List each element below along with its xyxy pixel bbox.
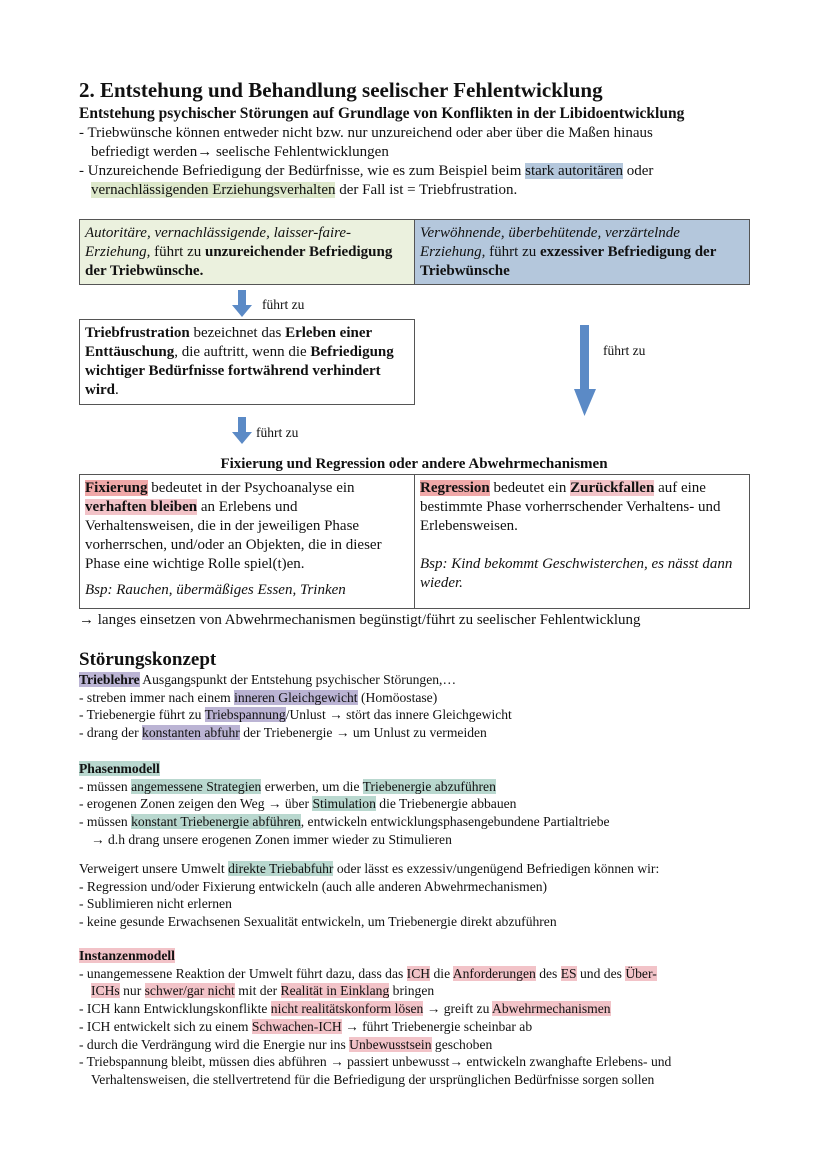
intro-line: - Unzureichende Befriedigung der Bedürfnisse, wie es zum Beispiel beim stark autoritären oder <box>79 163 654 179</box>
fixierung-regression-title: Fixierung und Regression oder andere Abwehrmechanismen <box>220 456 608 472</box>
conclusion: → langes einsetzen von Abwehrmechanismen begünstigt/führt zu seelischer Fehlentwicklung <box>79 612 641 628</box>
arrow-down-icon <box>232 417 252 445</box>
box-left-erziehung: Autoritäre, vernachlässigende, laisser-faire-Erziehung, führt zu unzureichender Befriedigung der Triebwünsche. <box>79 219 415 285</box>
trieblehre-section: Trieblehre Ausgangspunkt der Entstehung psychischer Störungen,… - streben immer nach einem inneren Gleichgewicht (Homöostase) - Triebenergie führt zu Triebspannung/Unlust → stört das innere Gleichgewicht - drang der konstanten abfuhr der Triebenergie → um Unlust zu vermeiden <box>79 672 512 741</box>
intro-line: vernachlässigenden Erziehungsverhalten der Fall ist = Triebfrustration. <box>91 182 518 198</box>
instanzenmodell-section: Instanzenmodell - unangemessene Reaktion der Umwelt führt dazu, dass das ICH die Anforderungen des ES und des Über- ICHs nur schwer/gar nicht mit der Realität in Einklang bringen - ICH kann Entwicklungskonflikte nicht realitätskonform lösen → greift zu Abwehrmechanismen - ICH entwickelt sich zu einem Schwachen-ICH → führt Triebenergie scheinbar ab - durch die Verdrängung wird die Energie nur ins Unbewusstsein geschoben - Triebspannung bleibt, müssen dies abführen → passiert unbewusst→ entwickeln zwanghafte Erlebens- und Verhaltensweisen, die stellvertretend für die Befriedigung der ursprünglichen Bedürfnisse sorgen sollen <box>79 948 672 1087</box>
phasenmodell-section: Phasenmodell - müssen angemessene Strategien erwerben, um die Triebenergie abzuführen - erogenen Zonen zeigen den Weg → über Stimulation die Triebenergie abbauen - müssen konstant Triebenergie abführen, entwickeln entwicklungsphasengebundene Partialtriebe → d.h drang unsere erogenen Zonen immer wieder zu Stimulieren <box>79 761 610 847</box>
stoerungskonzept-title: Störungskonzept <box>79 649 217 670</box>
intro-line: befriedigt werden→ seelische Fehlentwicklungen <box>91 144 389 160</box>
intro-line: - Triebwünsche können entweder nicht bzw. nur unzureichend oder aber über die Maßen hinaus <box>79 125 653 141</box>
arrow-down-icon <box>232 290 252 318</box>
page-title: 2. Entstehung und Behandlung seelischer Fehlentwicklung <box>79 78 603 102</box>
arrow-down-icon <box>574 325 596 417</box>
regression-example: Bsp: Kind bekommt Geschwisterchen, es nässt dann wieder. <box>420 556 733 591</box>
regression-box: Regression bedeutet ein Zurückfallen auf eine bestimmte Phase vorherrschender Verhaltens- und Erlebensweisen. Bsp: Kind bekommt Geschwisterchen, es nässt dann wieder. <box>414 474 750 609</box>
intro-text <box>79 124 653 200</box>
arrow-label: führt zu <box>603 343 646 358</box>
umwelt-section: Verweigert unsere Umwelt direkte Triebabfuhr oder lässt es exzessiv/ungenügend Befriedigen können wir: - Regression und/oder Fixierung entwickeln (auch alle anderen Abwehrmechanismen) - Sublimieren nicht erlernen - keine gesunde Erwachsenen Sexualität entwickeln, um Triebenergie direkt abzuführen <box>79 861 660 930</box>
fixierung-example: Bsp: Rauchen, übermäßiges Essen, Trinken <box>85 582 346 598</box>
fixierung-box: Fixierung bedeutet in der Psychoanalyse ein verhaften bleiben an Erlebens und Verhaltensweisen, die in der jeweiligen Phase vorherrschen, und/oder an Objekten, die in dieser Phase eine wichtige Rolle spiel(t)en. Bsp: Rauchen, übermäßiges Essen, Trinken <box>79 474 415 609</box>
subtitle: Entstehung psychischer Störungen auf Grundlage von Konflikten in der Libidoentwicklung <box>79 105 685 122</box>
arrow-label: führt zu <box>262 297 305 312</box>
frustration-box: Triebfrustration bezeichnet das Erleben einer Enttäuschung, die auftritt, wenn die Befriedigung wichtiger Bedürfnisse fortwährend verhindert wird. <box>79 319 415 405</box>
arrow-label: führt zu <box>256 425 299 440</box>
box-right-erziehung: Verwöhnende, überbehütende, verzärtelnde Erziehung, führt zu exzessiver Befriedigung der Triebwünsche <box>414 219 750 285</box>
